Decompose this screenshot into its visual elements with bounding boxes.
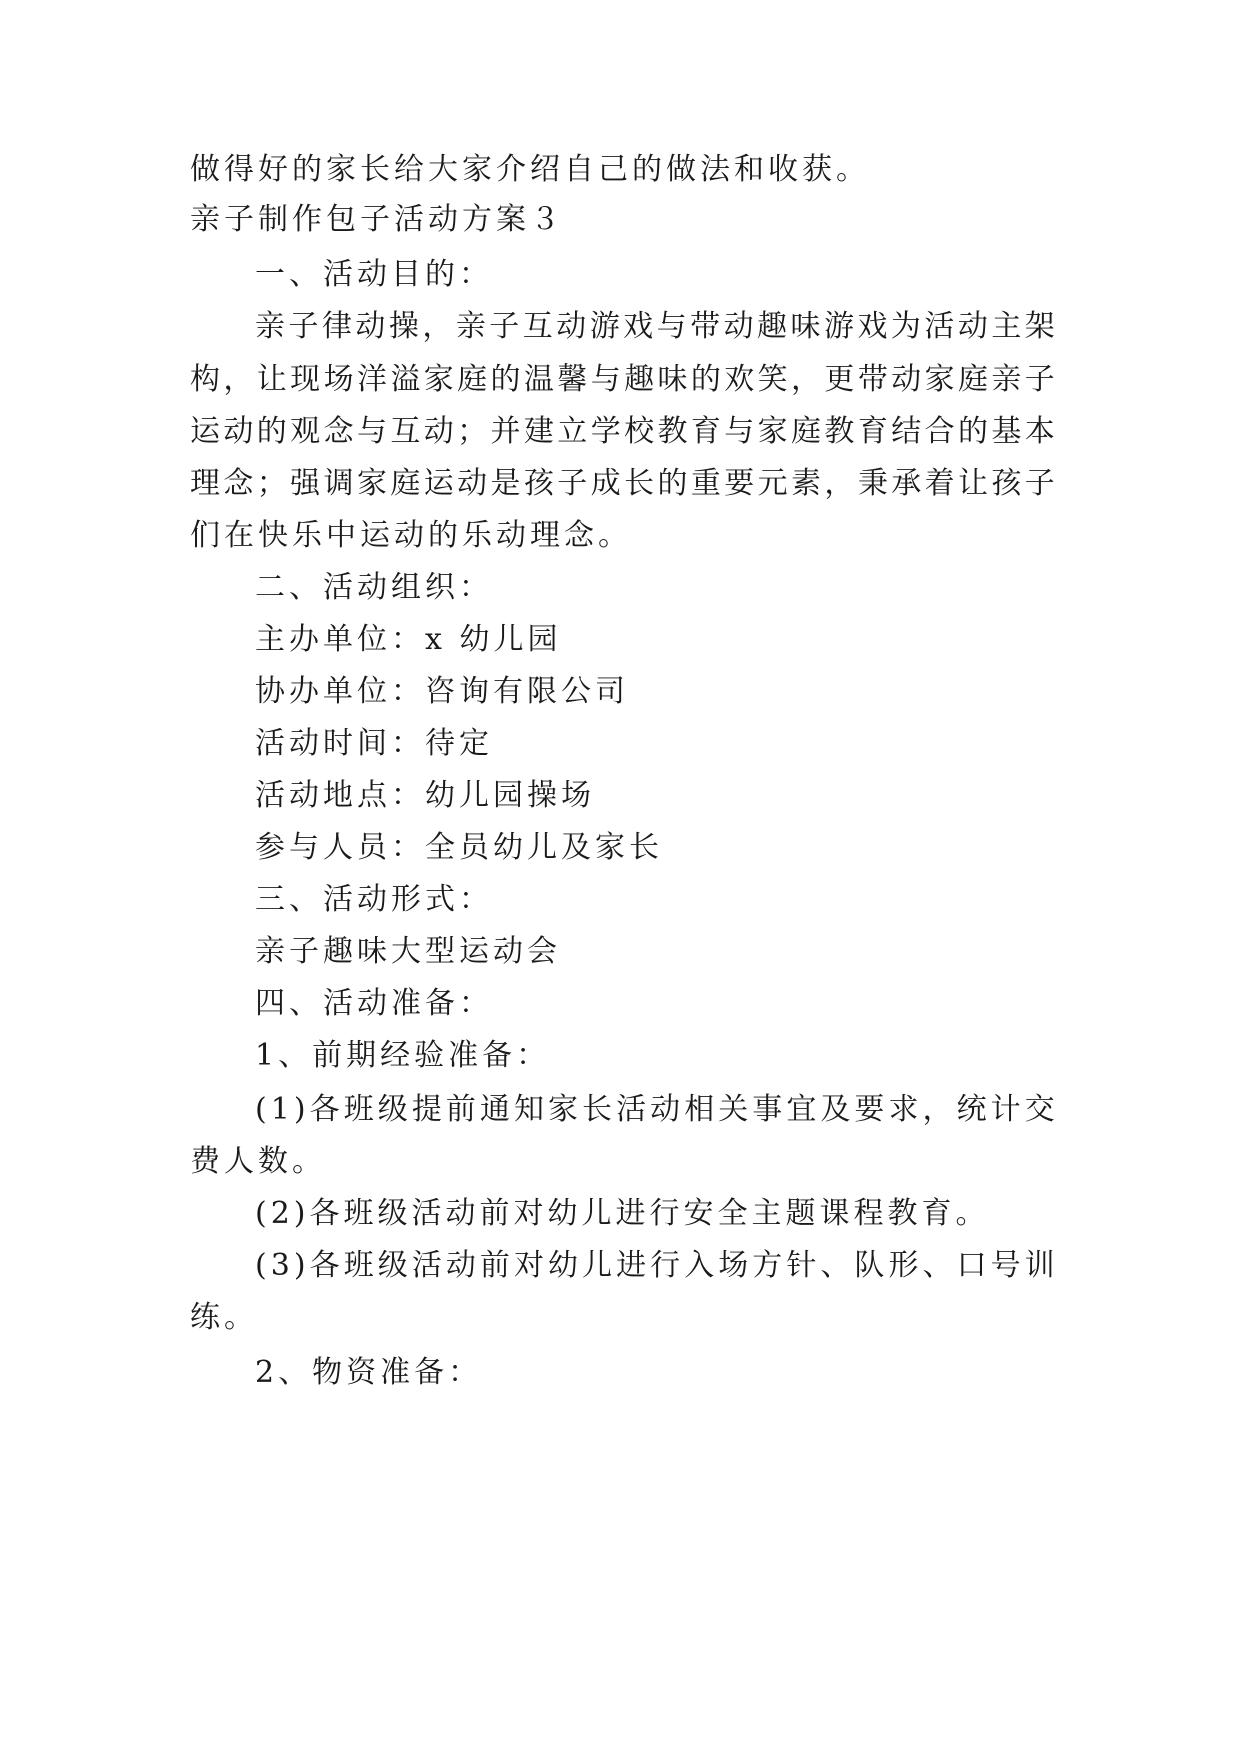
heading-activity-purpose: 一、活动目的：	[255, 257, 493, 292]
activity-time-line: 活动时间：待定	[255, 726, 493, 761]
heading-activity-organization: 二、活动组织：	[255, 570, 493, 605]
subheading-material-preparation: 2、物资准备：	[255, 1355, 483, 1390]
activity-form-line: 亲子趣味大型运动会	[255, 934, 561, 969]
list-item-continuation: 练。	[190, 1300, 258, 1335]
heading-activity-preparation: 四、活动准备：	[255, 986, 493, 1021]
list-item: ( 1 ) 各 班 级 提 前 通 知 家 长 活 动 相 关 事 宜 及 要 求 ， 统 计 交	[255, 1092, 1055, 1127]
heading-activity-form: 三、活动形式：	[255, 882, 493, 917]
list-item-continuation: 费人数。	[190, 1144, 326, 1179]
paragraph-line: 亲 子 律 动 操 ， 亲 子 互 动 游 戏 与 带 动 趣 味 游 戏 为 活 动 主 架	[255, 309, 1055, 344]
paragraph-line: 理 念 ； 强 调 家 庭 运 动 是 孩 子 成 长 的 重 要 元 素 ， 秉 承 着 让 孩 子	[190, 466, 1055, 501]
organizer-line: 主办单位：x 幼儿园	[255, 622, 562, 657]
list-item: (2)各班级活动前对幼儿进行安全主题课程教育。	[255, 1196, 990, 1231]
paragraph-line: 做得好的家长给大家介绍自己的做法和收获。	[190, 152, 870, 187]
paragraph-line: 构 ， 让 现 场 洋 溢 家 庭 的 温 馨 与 趣 味 的 欢 笑 ， 更 带 动 家 庭 亲 子	[190, 362, 1055, 397]
paragraph-line: 运 动 的 观 念 与 互 动 ； 并 建 立 学 校 教 育 与 家 庭 教 育 结 合 的 基 本	[190, 414, 1055, 449]
activity-location-line: 活动地点：幼儿园操场	[255, 778, 595, 813]
list-item: ( 3 ) 各 班 级 活 动 前 对 幼 儿 进 行 入 场 方 针 、 队 形 、 口 号 训	[255, 1248, 1055, 1283]
paragraph-line: 们在快乐中运动的乐动理念。	[190, 518, 632, 553]
section-title: 亲子制作包子活动方案３	[190, 202, 564, 237]
co-organizer-line: 协办单位：咨询有限公司	[255, 674, 629, 709]
participants-line: 参与人员：全员幼儿及家长	[255, 830, 663, 865]
subheading-experience-preparation: 1、前期经验准备：	[255, 1038, 551, 1073]
